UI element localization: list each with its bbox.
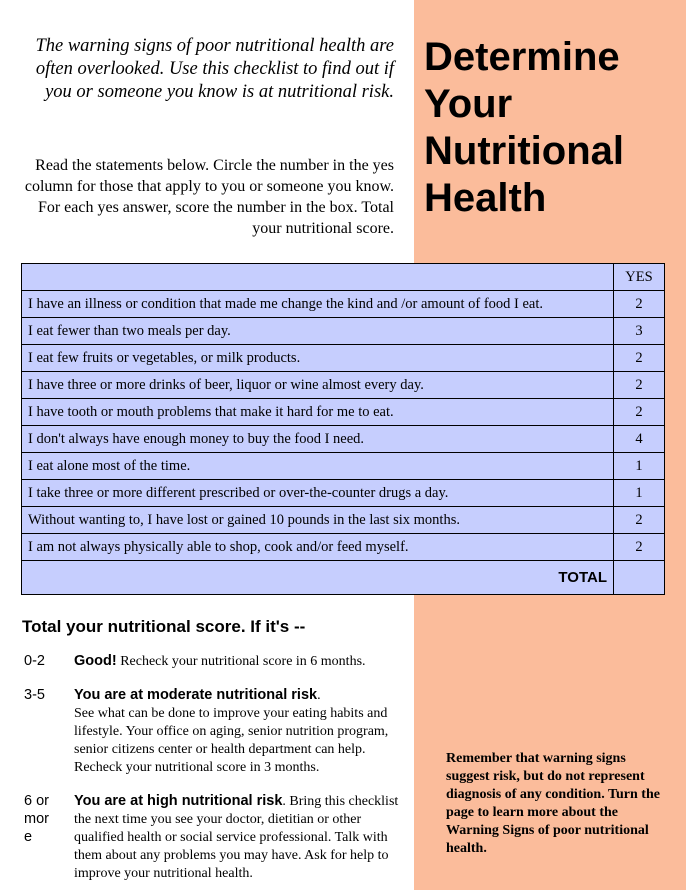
checklist-score[interactable]: 1 bbox=[614, 480, 665, 507]
table-row bbox=[22, 372, 665, 399]
checklist-statement: I have an illness or condition that made me change the kind and /or amount of food I eat. bbox=[22, 291, 614, 318]
table-row bbox=[22, 345, 665, 372]
table-row bbox=[22, 399, 665, 426]
table-row bbox=[22, 480, 665, 507]
checklist-score[interactable]: 2 bbox=[614, 534, 665, 561]
checklist-score[interactable]: 1 bbox=[614, 453, 665, 480]
table-row bbox=[22, 534, 665, 561]
statement-header-cell bbox=[22, 264, 614, 291]
score-text: . Bring this checklist the next time you see your doctor, dietitian or other qualified health or social service professional. Talk with them about any problems you may have. Ask for help to improve your nutritional health. bbox=[74, 794, 399, 881]
table-row bbox=[22, 426, 665, 453]
instructions-text: Read the statements below. Circle the number in the yes column for those that apply to you or someone you know. For each yes answer, score the number in the box. Total your nutritional score. bbox=[24, 157, 394, 237]
checklist-score[interactable]: 2 bbox=[614, 291, 665, 318]
warning-note: Remember that warning signs suggest risk, but do not represent diagnosis of any condition. Turn the page to learn more about the Warning Signs of poor nutritional health. bbox=[446, 751, 660, 856]
checklist-statement: I am not always physically able to shop, cook and/or feed myself. bbox=[22, 534, 614, 561]
checklist-score[interactable]: 3 bbox=[614, 318, 665, 345]
checklist-score[interactable]: 2 bbox=[614, 399, 665, 426]
total-label: TOTAL bbox=[22, 561, 614, 595]
checklist-statement: I eat alone most of the time. bbox=[22, 453, 614, 480]
score-label: Good! bbox=[74, 653, 117, 669]
score-description bbox=[74, 652, 410, 671]
table-row bbox=[22, 291, 665, 318]
checklist-statement: Without wanting to, I have lost or gained 10 pounds in the last six months. bbox=[22, 507, 614, 534]
checklist-header-row bbox=[22, 264, 665, 291]
total-score-box[interactable] bbox=[614, 561, 665, 595]
checklist-statement: I have three or more drinks of beer, liquor or wine almost every day. bbox=[22, 372, 614, 399]
checklist-statement: I eat few fruits or vegetables, or milk products. bbox=[22, 345, 614, 372]
checklist-statement: I eat fewer than two meals per day. bbox=[22, 318, 614, 345]
score-description bbox=[74, 792, 410, 883]
checklist-score[interactable]: 2 bbox=[614, 507, 665, 534]
score-text: . See what can be done to improve your eating habits and lifestyle. Your office on aging, senior nutrition program, senior citizens center or health department can help. Recheck your nutritional score in 3 months. bbox=[74, 688, 389, 775]
score-text: Recheck your nutritional score in 6 months. bbox=[116, 654, 366, 669]
table-row bbox=[22, 318, 665, 345]
nutrition-checklist bbox=[21, 263, 665, 595]
score-range: 3-5 bbox=[24, 687, 45, 703]
checklist-score[interactable]: 4 bbox=[614, 426, 665, 453]
checklist-statement: I have tooth or mouth problems that make it hard for me to eat. bbox=[22, 399, 614, 426]
yes-header: YES bbox=[614, 264, 665, 291]
score-range: 0-2 bbox=[24, 653, 45, 669]
score-label: You are at moderate nutritional risk bbox=[74, 687, 318, 703]
checklist-statement: I take three or more different prescribed or over-the-counter drugs a day. bbox=[22, 480, 614, 507]
table-row bbox=[22, 507, 665, 534]
page-title: Determine Your Nutritional Health bbox=[424, 35, 624, 220]
intro-text: The warning signs of poor nutritional health are often overlooked. Use this checklist to find out if you or someone you know is at nutritional risk. bbox=[35, 36, 394, 102]
score-label: You are at high nutritional risk bbox=[74, 793, 283, 809]
table-row bbox=[22, 453, 665, 480]
scoring-heading: Total your nutritional score. If it's -- bbox=[22, 617, 306, 636]
score-description bbox=[74, 686, 410, 777]
total-row bbox=[22, 561, 665, 595]
checklist-statement: I don't always have enough money to buy the food I need. bbox=[22, 426, 614, 453]
checklist-score[interactable]: 2 bbox=[614, 345, 665, 372]
score-range: 6 or more bbox=[24, 793, 49, 845]
checklist-score[interactable]: 2 bbox=[614, 372, 665, 399]
